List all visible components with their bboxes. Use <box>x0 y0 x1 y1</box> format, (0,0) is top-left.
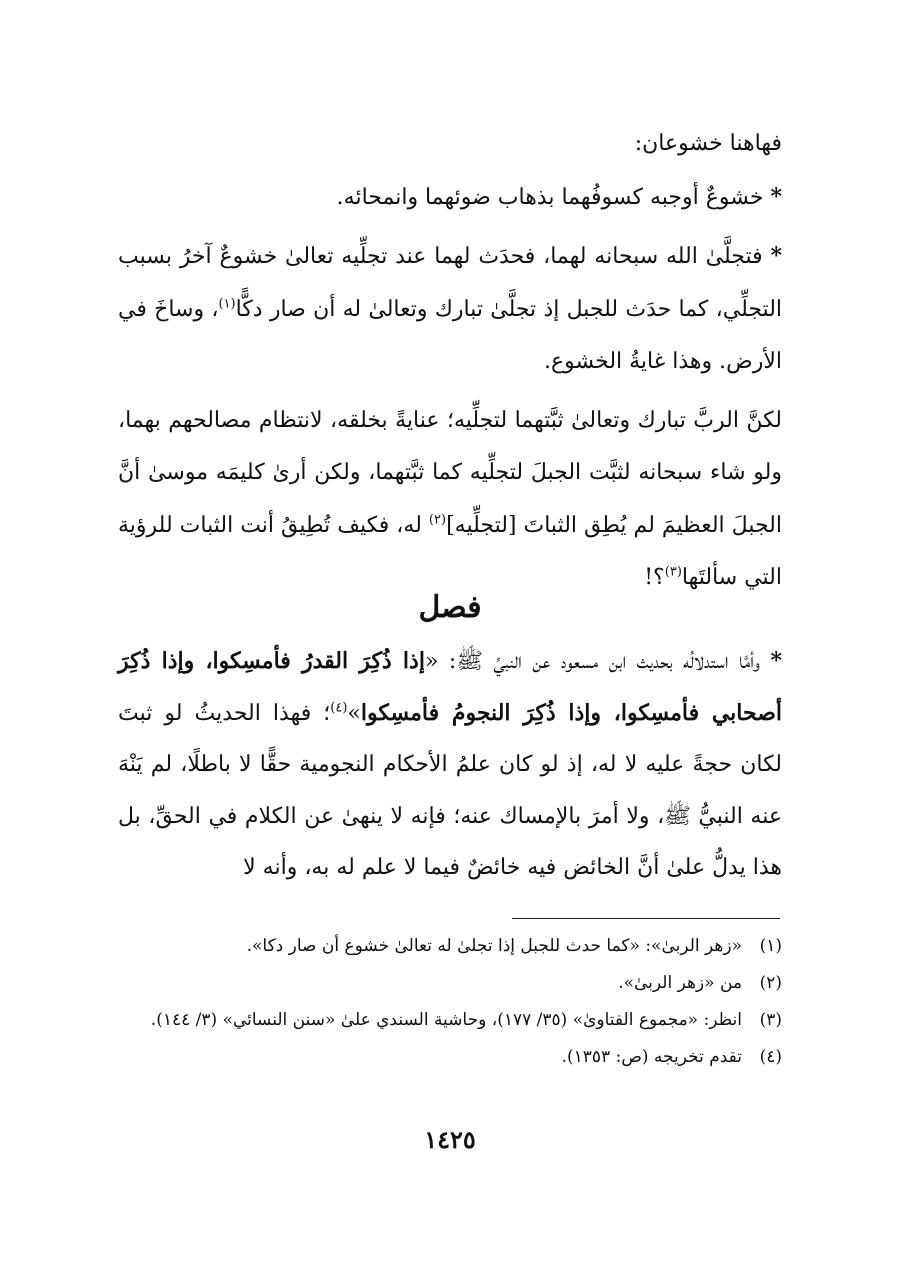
footnote-ref-3[interactable]: (٣) <box>664 564 682 580</box>
section-lead: وأمَّا استدلالُه بحديث ابن مسعود عن النبيِّ ﷺ: « <box>424 649 760 674</box>
paragraph-thabat <box>118 395 782 605</box>
bullet-mark: * <box>770 183 782 210</box>
point-one-text: خشوعٌ أوجبه كسوفُهما بذهاب ضوئهما وانمحائه. <box>336 184 764 210</box>
page-number: ١٤٢٥ <box>424 1125 476 1154</box>
section-paragraph <box>118 636 782 894</box>
footnote-text: «زهر الربىٰ»: «كما حدث للجبل إذا تجلىٰ له تعالىٰ خشوع أن صار دكا». <box>246 936 742 956</box>
footnote-number: (٢) <box>759 973 782 993</box>
point-one <box>118 171 782 225</box>
footnotes-block <box>118 930 782 1078</box>
point-two-text: فتجلَّىٰ الله سبحانه لهما، فحدَث لهما عند تجلِّيه تعالىٰ خشوعٌ آخرُ بسبب التجلِّي، كما حدَث للجبل إذ تجلَّىٰ تبارك وتعالىٰ له أن صار دكًّا <box>118 244 783 322</box>
quote-close: » <box>347 700 361 726</box>
hadith-quote: إذا ذُكِرَ القدرُ فأمسِكوا، وإذا ذُكِرَ أصحابي فأمسِكوا، وإذا ذُكِرَ النجومُ فأمسِكوا <box>118 648 782 726</box>
footnote-item <box>118 1004 782 1037</box>
section-rest: ؛ فهذا الحديثُ لو ثبتَ لكان حجةً عليه لا له، إذ لو كان علمُ الأحكام النجومية حقًّا لا باطلًا، لم يَنْهَ عنه النبيُّ ﷺ، ولا أمرَ بالإمساك عنه؛ فإنه لا ينهىٰ عن الكلام في الحقِّ، بل هذا يدلُّ علىٰ أنَّ الخائض فيه خائضٌ فيما لا علم له به، وأنه لا <box>118 700 782 880</box>
intro-line: فهاهنا خشوعان: <box>634 131 782 156</box>
footnote-item <box>118 967 782 1000</box>
footnote-divider <box>512 918 780 919</box>
main-text-block <box>118 118 782 605</box>
point-two <box>118 230 782 389</box>
footnote-number: (١) <box>759 936 782 956</box>
footnote-item <box>118 1041 782 1074</box>
footnote-ref-1[interactable]: (١) <box>218 296 236 312</box>
footnote-text: انظر: «مجموع الفتاوىٰ» (٣٥/ ١٧٧)، وحاشية السندي علىٰ «سنن النسائي» (٣/ ١٤٤). <box>150 1010 742 1030</box>
footnote-ref-4[interactable]: (٤) <box>330 700 348 716</box>
bullet-mark: * <box>770 243 782 269</box>
section-text-block <box>118 636 782 894</box>
footnote-number: (٣) <box>759 1010 782 1030</box>
footnote-text: من «زهر الربىٰ». <box>618 973 742 993</box>
paragraph-end: ؟! <box>644 565 665 590</box>
footnote-number: (٤) <box>759 1047 782 1067</box>
paragraph-text-cont: له، فكيف تُطِيقُ أنت الثبات للرؤية التي سألتَها <box>118 512 782 590</box>
point-two-tail: ، وساخَ في الأرض. وهذا غايةُ الخشوع. <box>118 296 782 374</box>
footnote-item <box>118 930 782 963</box>
footnote-text: تقدم تخريجه (ص: ١٣٥٣). <box>561 1047 742 1067</box>
section-heading: فصل <box>418 590 482 625</box>
bullet-mark: * <box>770 648 782 674</box>
paragraph-text: لكنَّ الربَّ تبارك وتعالىٰ ثبَّتهما لتجلِّيه؛ عنايةً بخلقه، لانتظام مصالحهم بهما، ولو شاء سبحانه لثبَّت الجبلَ لتجلِّيه كما ثبَّتهما، ولكن أرىٰ كليمَه موسىٰ أنَّ الجبلَ العظيمَ لم يُطِق الثباتَ [لتجلِّيه] <box>118 407 782 538</box>
footnote-ref-2[interactable]: (٢) <box>428 512 447 528</box>
